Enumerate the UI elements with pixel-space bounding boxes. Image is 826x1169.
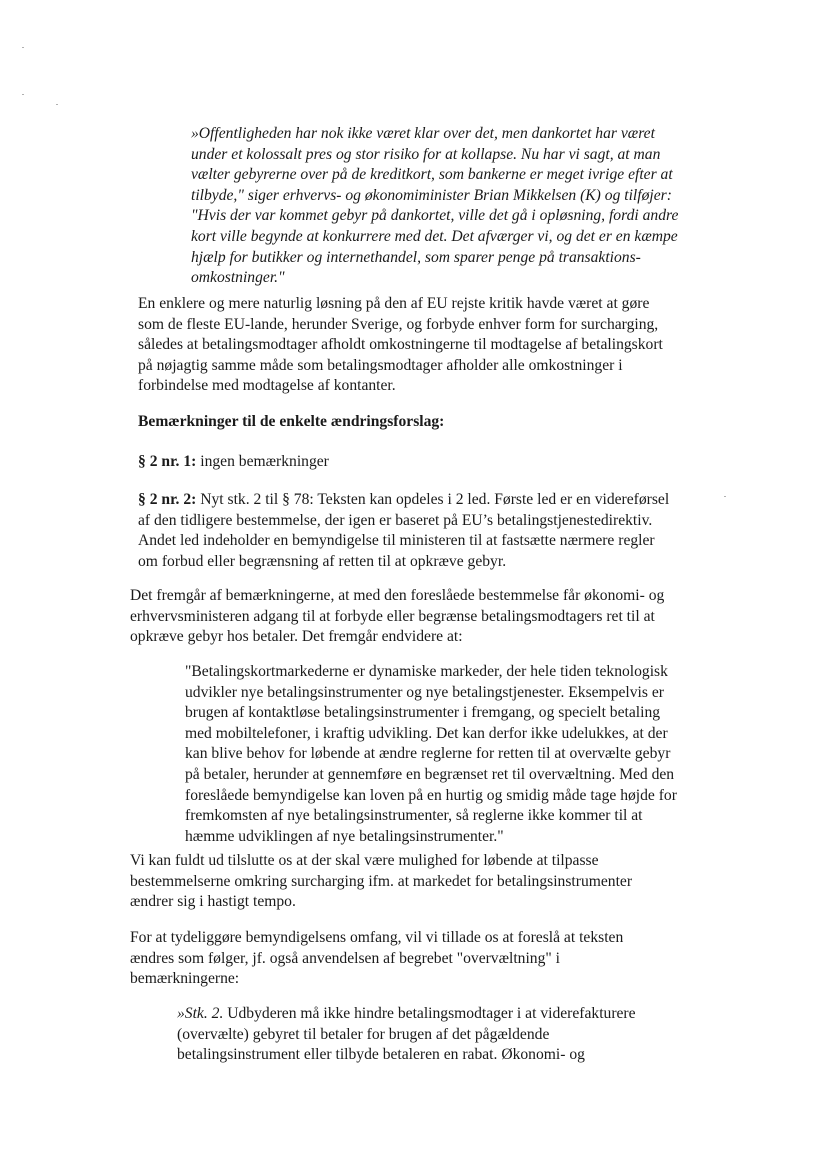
quote-line: foreslåede bemyndigelse kan loven på en hurtig og smidig måde tage højde for [185, 786, 677, 804]
paragraph-line: En enklere og mere naturlig løsning på den af EU rejste kritik havde været at gøre [138, 295, 650, 312]
paragraph-line: bestemmelserne omkring surcharging ifm. at markedet for betalingsinstrumenter [130, 872, 633, 890]
amendment-item-2 [138, 490, 669, 572]
paragraph-line: opkræve gebyr hos betaler. Det fremgår endvidere at: [130, 628, 463, 646]
quote-line: "Betalingskortmarkederne er dynamiske markeder, der hele tiden teknologisk [185, 663, 668, 680]
paragraph-line: Andet led indeholder en bemyndigelse til ministeren til at fastsætte nærmere regler [138, 532, 655, 550]
quote-line: betalingsinstrument eller tilbyde betaleren en rabat. Økonomi- og [177, 1046, 585, 1064]
quote-line: (overvælte) gebyret til betaler for brugen af det pågældende [177, 1025, 550, 1043]
remarks-quote [185, 662, 677, 847]
paragraph-line: på nøjagtig samme måde som betalingsmodtager afholder alle omkostninger i [138, 356, 623, 374]
paragraph-line: ændrer sig i hastigt tempo. [130, 893, 296, 911]
quote-line: omkostninger." [191, 269, 285, 287]
paragraph-line: om forbud eller begrænsning af retten til at opkræve gebyr. [138, 552, 507, 570]
paragraph-support [130, 851, 632, 913]
paragraph-line: ændres som følger, jf. også anvendelsen af begrebet "overvæltning" i [130, 949, 560, 967]
quote-line: vælter gebyrerne over på de kreditkort, som bankerne er meget ivrige efter at [191, 166, 673, 184]
press-quote [191, 124, 678, 289]
scan-speck [22, 94, 24, 95]
quote-line: hæmme udviklingen af nye betalingsinstrumenter." [185, 827, 504, 845]
quote-line: kan blive behov for løbende at ændre reglerne for retten til at overvælte gebyr [185, 745, 671, 763]
paragraph-line: af den tidligere bestemmelse, der igen er baseret på EU’s betalingstjenestedirektiv. [138, 511, 653, 529]
paragraph-line: således at betalingsmodtager afholdt omkostningerne til modtagelse af betalingskort [138, 336, 663, 354]
quote-line: på betaler, herunder at gennemføre en begrænset ret til overvæltning. Med den [185, 765, 675, 783]
item-text: Nyt stk. 2 til § 78: Teksten kan opdeles i 2 led. Første led er en videreførsel [196, 491, 670, 508]
paragraph-line: forbindelse med modtagelse af kontanter. [138, 377, 396, 395]
item-label: § 2 nr. 1: [138, 453, 197, 470]
paragraph-line: erhvervsministeren adgang til at forbyde eller begrænse betalingsmodtagers ret til at [130, 607, 655, 625]
paragraph-line: som de fleste EU-lande, herunder Sverige, og forbyde enhver form for surcharging, [138, 315, 659, 333]
paragraph-line: Det fremgår af bemærkningerne, at med den foreslåede bestemmelse får økonomi- og [130, 587, 665, 604]
section-heading: Bemærkninger til de enkelte ændringsforslag: [138, 413, 445, 430]
item-text: ingen bemærkninger [196, 453, 329, 470]
quote-line: under et kolossalt pres og stor risiko for at kollapse. Nu har vi sagt, at man [191, 145, 661, 163]
quote-line: brugen af kontaktløse betalingsinstrumenter i fremgang, og specielt betaling [185, 704, 661, 722]
quote-text: Udbyderen må ikke hindre betalingsmodtager i at viderefakturere [223, 1005, 636, 1022]
quote-line: med mobiltelefoner, i kraftig udvikling. Det kan derfor ikke udelukkes, at der [185, 724, 668, 742]
quote-line: kort ville begynde at konkurrere med det. Det afværger vi, og det er en kæmpe [191, 227, 678, 245]
quote-line: "Hvis der var kommet gebyr på dankortet, ville det gå i opløsning, fordi andre [191, 207, 679, 225]
quote-line: tilbyde," siger erhvervs- og økonomiminister Brian Mikkelsen (K) og tilføjer: [191, 186, 672, 204]
paragraph-line: For at tydeliggøre bemyndigelsens omfang, vil vi tillade os at foreslå at teksten [130, 929, 624, 946]
quote-line: udvikler nye betalingsinstrumenter og nye betalingstjenester. Eksempelvis er [185, 683, 664, 701]
paragraph-line: Vi kan fuldt ud tilslutte os at der skal være mulighed for løbende at tilpasse [130, 852, 599, 869]
scan-speck [22, 47, 24, 48]
scan-speck [724, 496, 726, 497]
quote-line: »Offentligheden har nok ikke været klar over det, men dankortet har været [191, 125, 655, 142]
proposed-text-quote [177, 1004, 636, 1066]
amendment-item-1 [138, 452, 329, 473]
paragraph-alternative-solution [138, 294, 663, 397]
item-label: § 2 nr. 2: [138, 491, 197, 508]
paragraph-proposal [130, 928, 623, 990]
paragraph-remarks [130, 586, 664, 648]
scan-speck [56, 104, 58, 105]
stk-prefix: »Stk. 2. [177, 1005, 224, 1022]
quote-line: hjælp for butikker og internethandel, som sparer penge på transaktions- [191, 248, 641, 266]
quote-line: fremkomsten af nye betalingsinstrumenter, så reglerne ikke kommer til at [185, 807, 643, 825]
paragraph-line: bemærkningerne: [130, 970, 240, 988]
